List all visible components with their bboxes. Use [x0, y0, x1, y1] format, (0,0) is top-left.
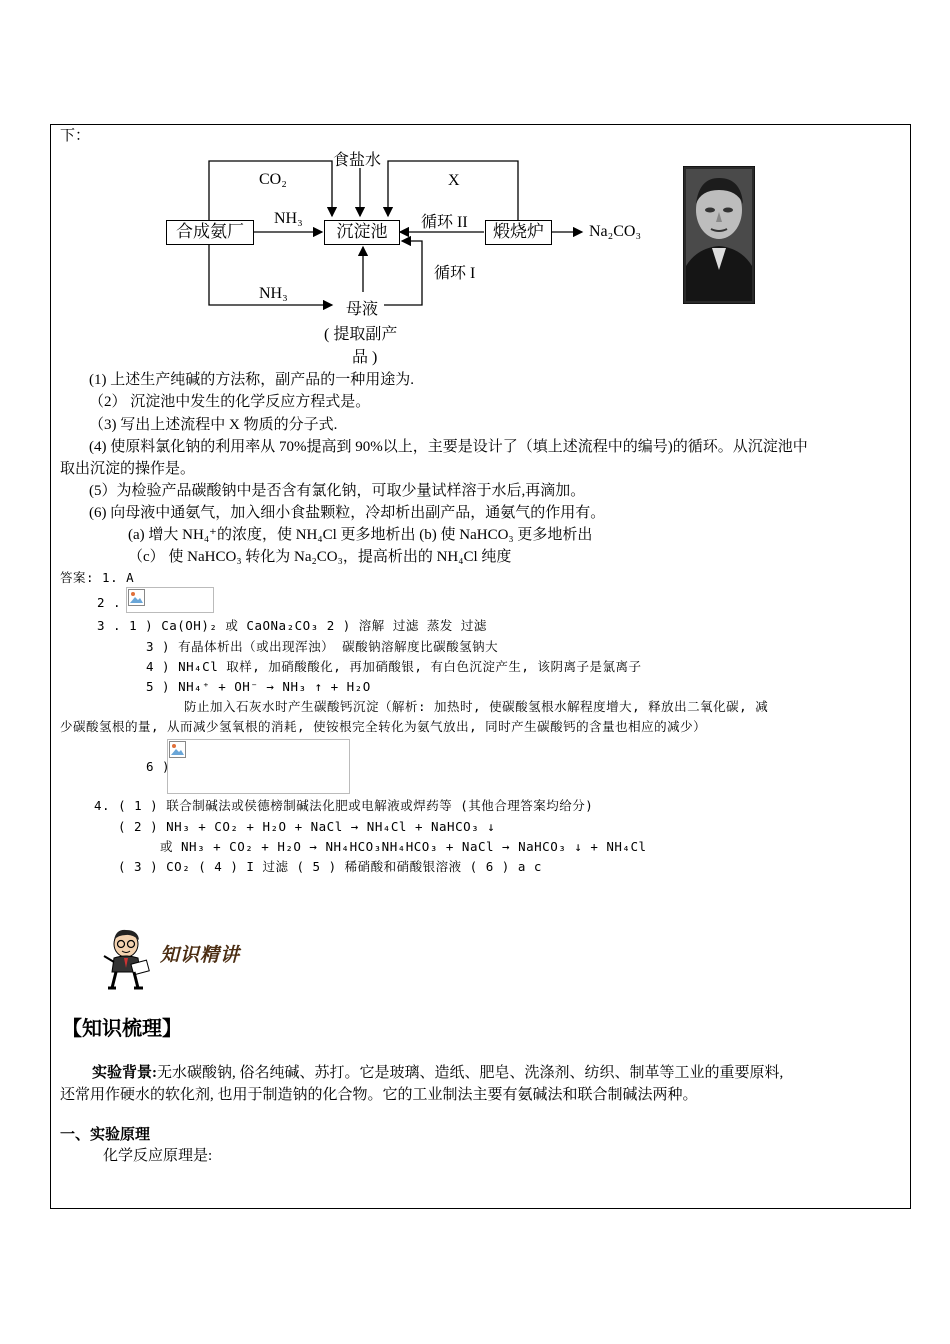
answer-4-3: ( 3 ) CO₂ ( 4 ) I 过滤 ( 5 ) 稀硝酸和硝酸银溶液 ( 6 ) a c [118, 859, 542, 874]
background-label: 实验背景: [92, 1065, 157, 1081]
answer-4-1: 4. ( 1 ) 联合制碱法或侯德榜制碱法化肥或电解液或焊药等 (其他合理答案均给分) [94, 798, 594, 813]
settling-pool-box: 沉淀池 [324, 220, 400, 245]
teacher-cartoon-icon [98, 926, 158, 992]
question-2: （2） 沉淀池中发生的化学反应方程式是。 [89, 394, 371, 410]
product-label: Na₂CO₃ [589, 223, 642, 240]
option-ab: (a) 增大 NH₄⁺的浓度，使 NH₄Cl 更多地析出 (b) 使 NaHCO₃ 更多地析出 [128, 527, 593, 543]
question-5: (5）为检验产品碳酸钠中是否含有氯化钠，可取少量试样溶于水后,再滴加。 [89, 483, 586, 499]
principle-title: 一、实验原理 [60, 1127, 151, 1143]
answer-3-3: 3 ) 有晶体析出（或出现浑浊） 碳酸钠溶解度比碳酸氢钠大 [146, 639, 499, 654]
flow-diagram-lines [0, 0, 950, 380]
x-label: X [448, 172, 460, 189]
mother-liquor-label: 母液 [346, 301, 379, 318]
top-text: 下： [60, 128, 91, 144]
answer-3-5: 5 ) NH₄⁺ + OH⁻ → NH₃ ↑ + H₂O [146, 679, 371, 694]
furnace-box: 煅烧炉 [485, 220, 552, 245]
portrait-photo [683, 166, 755, 304]
knowledge-banner: 知识精讲 [160, 945, 241, 966]
answer-4-2: ( 2 ) NH₃ + CO₂ + H₂O + NaCl → NH₄Cl + NaHCO₃ ↓ [118, 819, 496, 834]
question-6: (6) 向母液中通氨气，加入细小食盐颗粒，冷却析出副产品，通氨气的作用有。 [89, 505, 606, 521]
brine-label: 食盐水 [333, 152, 382, 169]
answer-2: 2 . [97, 595, 122, 610]
question-1: (1) 上述生产纯碱的方法称，副产品的一种用途为. [89, 372, 414, 388]
question-3: （3) 写出上述流程中 X 物质的分子式. [89, 417, 338, 433]
answer-3-6: 6 ) [146, 759, 171, 774]
answer-6-image [167, 739, 350, 794]
answer-3-5-explain-cont: 少碳酸氢根的量, 从而减少氢氧根的消耗, 使铵根完全转化为氨气放出, 同时产生碳酸钙的含量也相应的减少） [60, 719, 707, 734]
nh3-bottom-label: NH₃ [259, 285, 288, 302]
broken-image-icon [128, 589, 145, 606]
answer-3-1: 3 . 1 ) Ca(OH)₂ 或 CaONa₂CO₃ 2 ) 溶解 过滤 蒸发 过滤 [97, 618, 487, 633]
answer-4-2-alt: 或 NH₃ + CO₂ + H₂O → NH₄HCO₃NH₄HCO₃ + NaCl → NaHCO₃ ↓ + NH₄Cl [160, 839, 647, 854]
broken-image-icon [169, 741, 186, 758]
cycle1-label: 循环 I [434, 265, 476, 282]
answer-3-4: 4 ) NH₄Cl 取样, 加硝酸酸化, 再加硝酸银, 有白色沉淀产生, 该阴离子是氯离子 [146, 659, 642, 674]
nh3-top-label: NH₃ [274, 210, 303, 227]
answer-1: 答案: 1. A [60, 570, 135, 585]
co2-label: CO₂ [259, 171, 287, 188]
section-title: 【知识梳理】 [62, 1018, 182, 1040]
question-4: (4) 使原料氯化钠的利用率从 70%提高到 90%以上，主要是设计了（填上述流程中的编号)的循环。从沉淀池中 [89, 439, 808, 455]
byproduct-label-1: ( 提取副产 [324, 326, 398, 343]
cycle2-label: 循环 II [421, 214, 468, 231]
principle-text: 化学反应原理是: [103, 1148, 213, 1164]
answer-2-image [126, 587, 214, 613]
background-text-1: 无水碳酸钠, 俗名纯碱、苏打。它是玻璃、造纸、肥皂、洗涤剂、纺织、制革等工业的重要原料, [157, 1065, 784, 1081]
answer-3-5-explain: 防止加入石灰水时产生碳酸钙沉淀（解析: 加热时, 使碳酸氢根水解程度增大, 释放出二氧化碳, 减 [184, 699, 769, 714]
option-c: （c） 使 NaHCO₃ 转化为 Na₂CO₃，提高析出的 NH₄Cl 纯度 [128, 549, 512, 565]
background-line-2: 还常用作硬水的软化剂, 也用于制造钠的化合物。它的工业制法主要有氨碱法和联合制碱法两种。 [60, 1087, 698, 1103]
question-4-cont: 取出沉淀的操作是。 [60, 461, 196, 477]
ammonia-plant-box: 合成氨厂 [166, 220, 254, 245]
byproduct-label-2: 品 ) [352, 349, 378, 366]
